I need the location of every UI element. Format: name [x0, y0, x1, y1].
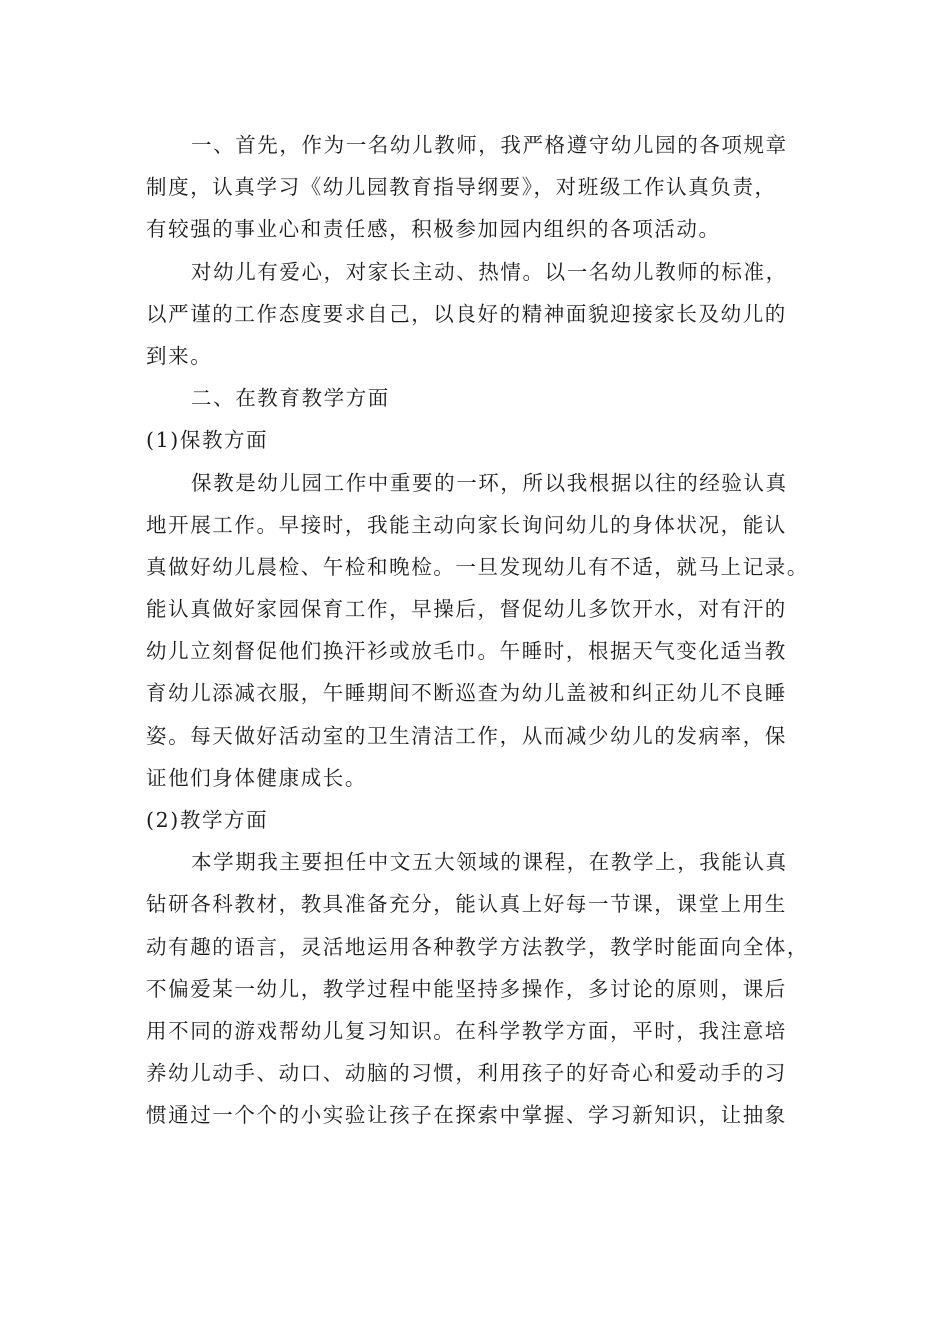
- document-body: [146, 124, 816, 1137]
- text-line-14: 育幼儿添减衣服，午睡期间不断巡查为幼儿盖被和纠正幼儿不良睡: [146, 681, 787, 706]
- text-line-5: 以严谨的工作态度要求自己，以良好的精神面貌迎接家长及幼儿的: [146, 301, 787, 326]
- text-line-6: 到来。: [146, 343, 213, 368]
- text-line-16: 证他们身体健康成长。: [146, 765, 367, 790]
- text-line-13: 幼儿立刻督促他们换汗衫或放毛巾。午睡时，根据天气变化适当教: [146, 639, 787, 664]
- subheading-care: (1)保教方面: [146, 428, 269, 453]
- text-line-10: 地开展工作。早接时，我能主动向家长询问幼儿的身体状况，能认: [146, 512, 787, 537]
- text-line-1: 一、首先，作为一名幼儿教师，我严格遵守幼儿园的各项规章: [191, 133, 788, 157]
- subheading-teaching: (2)教学方面: [146, 808, 269, 832]
- text-line-18: 本学期我主要担任中文五大领域的课程，在教学上，我能认真: [191, 850, 788, 875]
- text-line-11: 真做好幼儿晨检、午检和晚检。一旦发现幼儿有不适，就马上记录。: [146, 554, 809, 579]
- text-line-4: 对幼儿有爱心，对家长主动、热情。以一名幼儿教师的标准，: [191, 259, 788, 284]
- text-line-22: 用不同的游戏帮幼儿复习知识。在科学教学方面，平时，我注意培: [146, 1018, 787, 1043]
- text-line-9: 保教是幼儿园工作中重要的一环，所以我根据以往的经验认真: [191, 470, 788, 495]
- text-line-19: 钻研各科教材，教具准备充分，能认真上好每一节课，课堂上用生: [146, 892, 787, 917]
- text-line-3: 有较强的事业心和责任感，积极参加园内组织的各项活动。: [146, 217, 721, 242]
- section-heading-education: 二、在教育教学方面: [191, 386, 390, 411]
- text-line-24: 惯通过一个个的小实验让孩子在探索中掌握、学习新知识，让抽象: [146, 1103, 787, 1128]
- text-line-12: 能认真做好家园保育工作，早操后，督促幼儿多饮开水，对有汗的: [146, 597, 787, 622]
- text-line-21: 不偏爱某一幼儿，教学过程中能坚持多操作，多讨论的原则，课后: [146, 976, 787, 1001]
- text-line-2: 制度，认真学习《幼儿园教育指导纲要》，对班级工作认真负责，: [146, 175, 777, 200]
- text-line-23: 养幼儿动手、动口、动脑的习惯，利用孩子的好奇心和爱动手的习: [146, 1061, 787, 1086]
- text-line-15: 姿。每天做好活动室的卫生清洁工作，从而减少幼儿的发病率，保: [146, 723, 787, 748]
- text-line-20: 动有趣的语言，灵活地运用各种教学方法教学，教学时能面向全体，: [146, 934, 809, 959]
